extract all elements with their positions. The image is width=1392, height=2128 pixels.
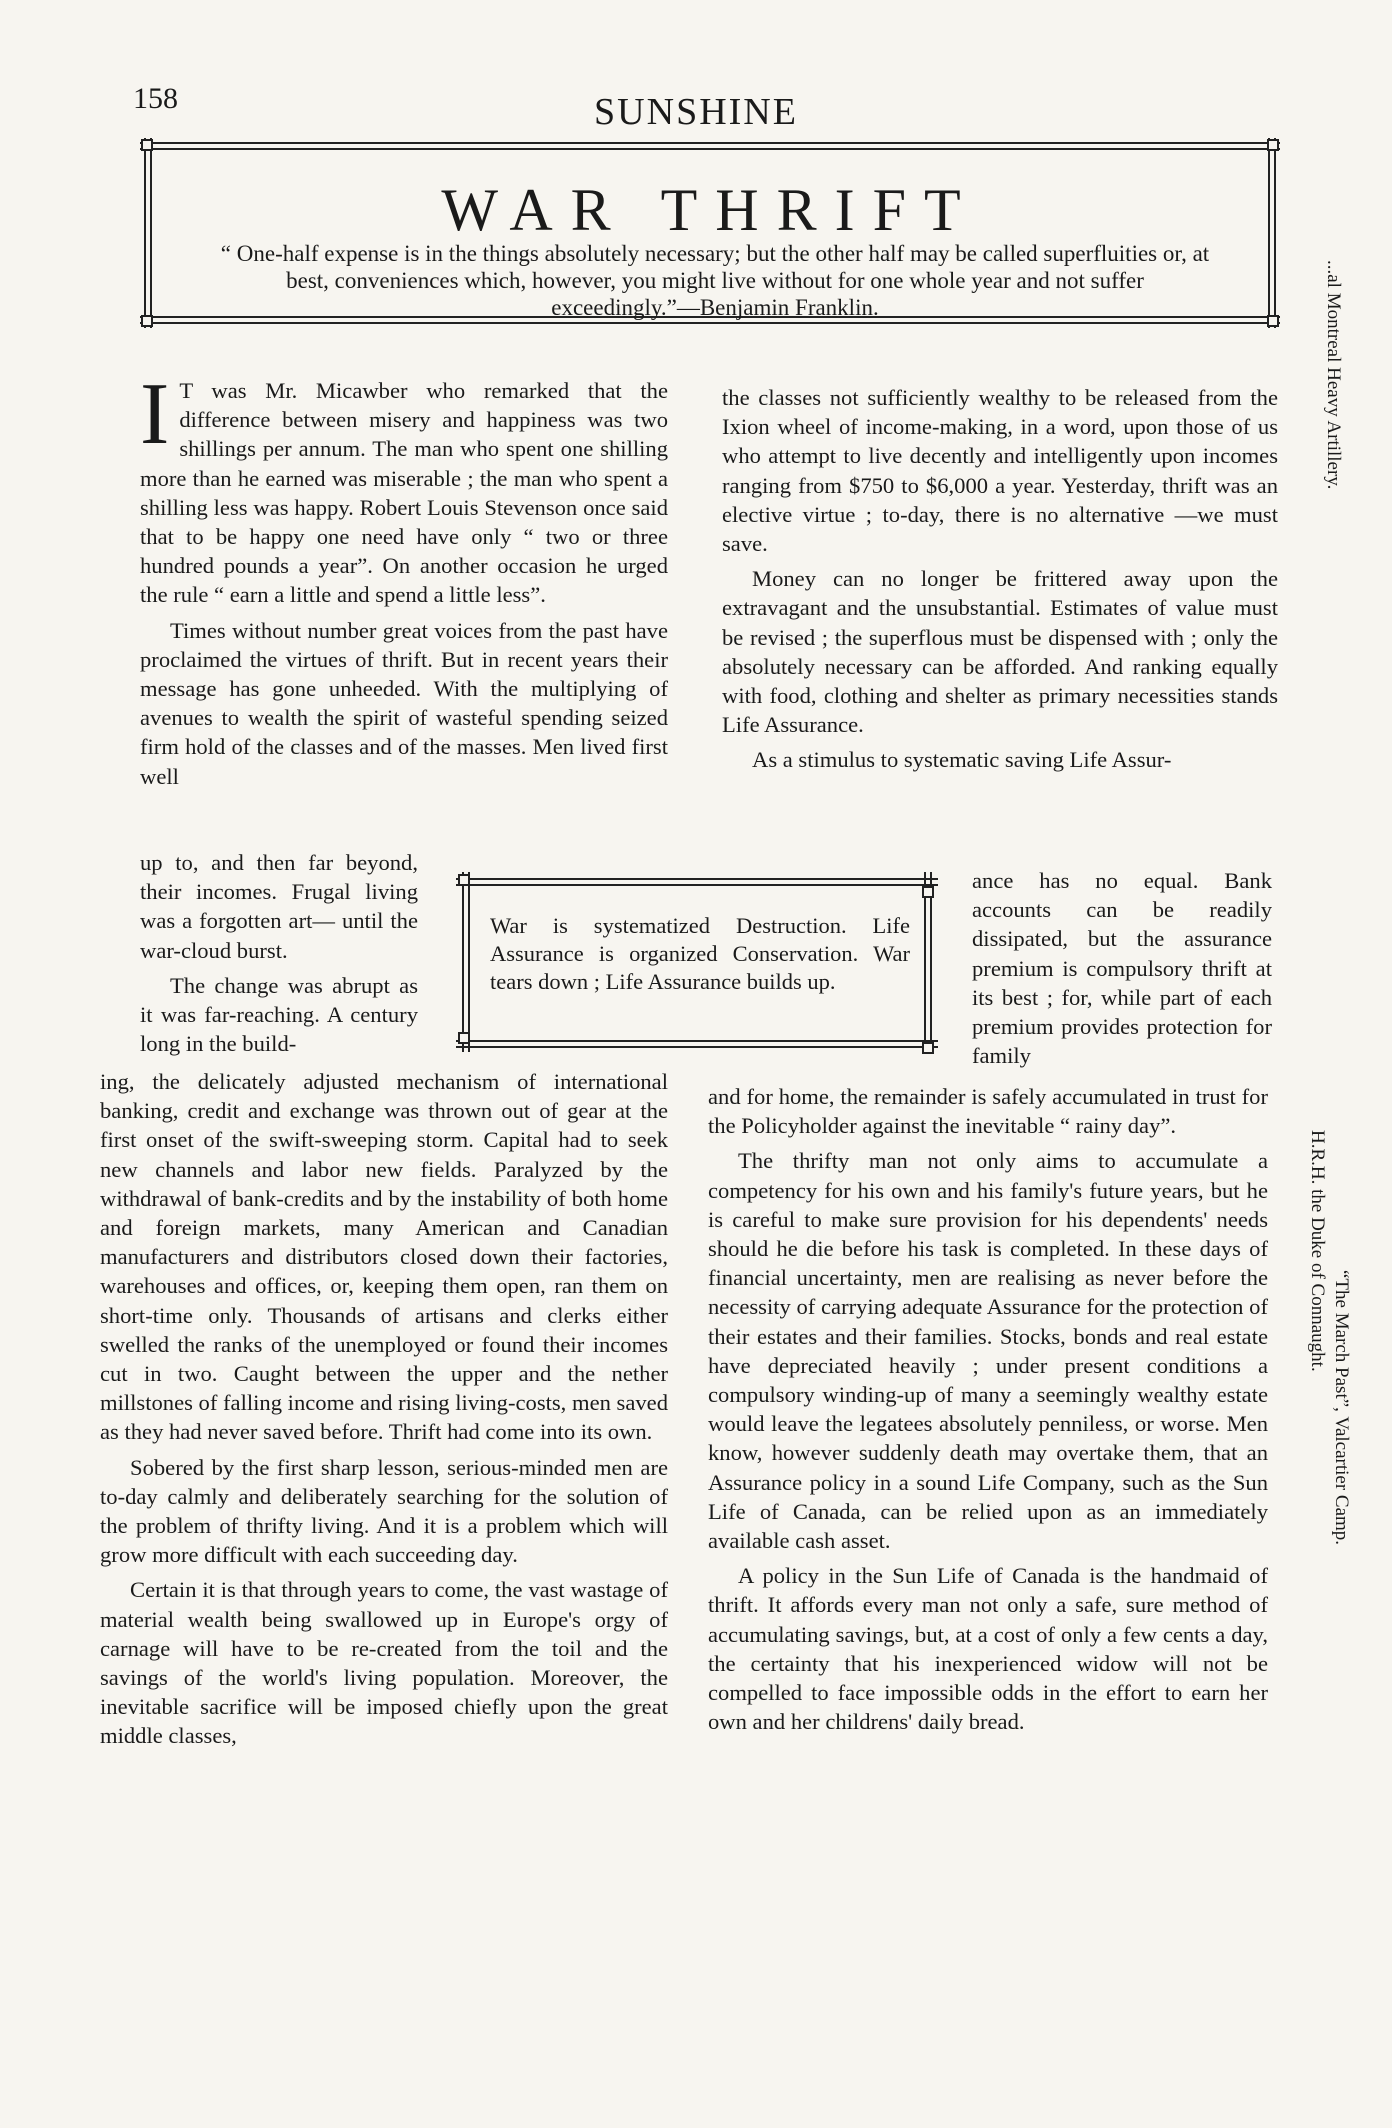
epigraph: “ One-half expense is in the things absolutely necessary; but the other half may be called superfluities or, at best, conveniences which, however, you might live without for one whole year and not suffer exceedingly.”—Benjamin Franklin. xyxy=(220,241,1210,320)
inset-text: War is systematized Destruction. Life Assurance is organized Conservation. War tears down ; Life Assurance builds up. xyxy=(490,913,910,994)
margin-caption: ...al Montreal Heavy Artillery. xyxy=(1323,260,1344,490)
left-column-continued xyxy=(100,1067,668,1757)
paragraph: The change was abrupt as it was far-reaching. A century long in the build- xyxy=(140,972,418,1057)
paragraph: Times without number great voices from the past have proclaimed the virtues of thrift. But in recent years their message has gone unheeded. With the multiplying of avenues to wealth the spirit of wasteful spending seized firm hold of the classes and of the masses. Men lived first well xyxy=(140,617,668,789)
paragraph: ance has no equal. Bank accounts can be readily dissipated, but the assurance premium is compulsory thrift at its best ; for, while part of each premium provides protection for family xyxy=(972,868,1272,1069)
paragraph: The thrifty man not only aims to accumulate a competency for his own and his family's future years, but he is careful to make sure provision for his dependents' needs should he die before his task is completed. In these days of financial uncertainty, men are realising as never before the necessity of carrying adequate Assurance for the protection of their estates and their families. Stocks, bonds and real estate have depreciated heavily ; under present conditions a compulsory winding-up of many a seemingly wealthy estate would leave the legatees absolutely penniless, or worse. Men know, however suddenly death may overtake them, that an Assurance policy in a sound Life Company, such as the Sun Life of Canada, can be relied upon as an immediately available cash asset. xyxy=(708,1148,1268,1554)
paragraph: Money can no longer be frittered away upon the extravagant and the unsubstantial. Estimates of value must be revised ; the superflous must be dispensed with ; only the absolutely necessary can be afforded. And ranking equally with food, clothing and shelter as primary necessities stands Life Assurance. xyxy=(722,566,1278,738)
left-column-narrow xyxy=(140,848,418,1058)
paragraph: As a stimulus to systematic saving Life Assur- xyxy=(752,747,1172,773)
paragraph xyxy=(140,366,668,610)
paragraph: up to, and then far beyond, their incomes. Frugal living was a forgotten art— until the war-cloud burst. xyxy=(140,850,418,963)
running-head: SUNSHINE xyxy=(594,91,798,133)
paragraph-text: T was Mr. Micawber who remarked that the difference between misery and happiness was two shillings per annum. The man who spent one shilling more than he earned was miserable ; the man who spent a shilling less was happy. Robert Louis Stevenson once said that to be happy one need have only “ two or three hundred pounds a year”. On another occasion he urged the rule “ earn a little and spend a little less”. xyxy=(140,378,668,608)
paragraph: A policy in the Sun Life of Canada is the handmaid of thrift. It affords every man not only a safe, sure method of accumulating savings, but, at a cost of only a few cents a day, the certainty that his inexperienced widow will not be compelled to face impossible odds in the effort to earn her own and her childrens' daily bread. xyxy=(708,1563,1268,1735)
right-column xyxy=(722,383,1278,775)
right-column-continued xyxy=(708,1082,1268,1742)
paragraph: the classes not sufficiently wealthy to be released from the Ixion wheel of income-making, in a word, upon those of us who attempt to live decently and intelligently upon incomes ranging from $750 to $6,000 a year. Yesterday, thrift was an elective virtue ; to-day, there is no alternative —we must save. xyxy=(722,385,1278,557)
paragraph: and for home, the remainder is safely accumulated in trust for the Policyholder against the inevitable “ rainy day”. xyxy=(708,1084,1268,1139)
paragraph: ing, the delicately adjusted mechanism of international banking, credit and exchange was thrown out of gear at the first onset of the swift-sweeping storm. Capital had to seek new channels and labor new fields. Paralyzed by the withdrawal of bank-credits and by the instability of both home and foreign markets, many American and Canadian manufacturers and distributors closed down their factories, warehouses and offices, or, keeping them open, ran them on short-time only. Thousands of artisans and clerks either swelled the ranks of the unemployed or found their incomes cut in two. Caught between the upper and the nether millstones of falling income and rising living-costs, men saved as they had never saved before. Thrift had come into its own. xyxy=(100,1069,668,1445)
left-column xyxy=(140,366,668,791)
paragraph: Sobered by the first sharp lesson, serious-minded men are to-day calmly and deliberately searching for the solution of the problem of thrifty living. And it is a problem which will grow more difficult with each succeeding day. xyxy=(100,1454,668,1568)
paragraph: Certain it is that through years to come, the vast wastage of material wealth being swallowed up in Europe's orgy of carnage will have to be re-created from the toil and the savings of the world's living population. Moreover, the inevitable sacrifice will be imposed chiefly upon the great middle classes, xyxy=(100,1577,668,1749)
drop-cap: I xyxy=(140,366,170,463)
margin-caption: “The March Past”, Valcartier Camp. xyxy=(1331,1270,1352,1546)
article-title: WAR THRIFT xyxy=(441,177,979,243)
title-box xyxy=(140,138,1280,328)
inset-box xyxy=(456,872,938,1052)
margin-caption: H.R.H. the Duke of Connaught. xyxy=(1307,1130,1328,1372)
page-number: 158 xyxy=(133,82,178,115)
right-column-narrow xyxy=(972,866,1272,1070)
